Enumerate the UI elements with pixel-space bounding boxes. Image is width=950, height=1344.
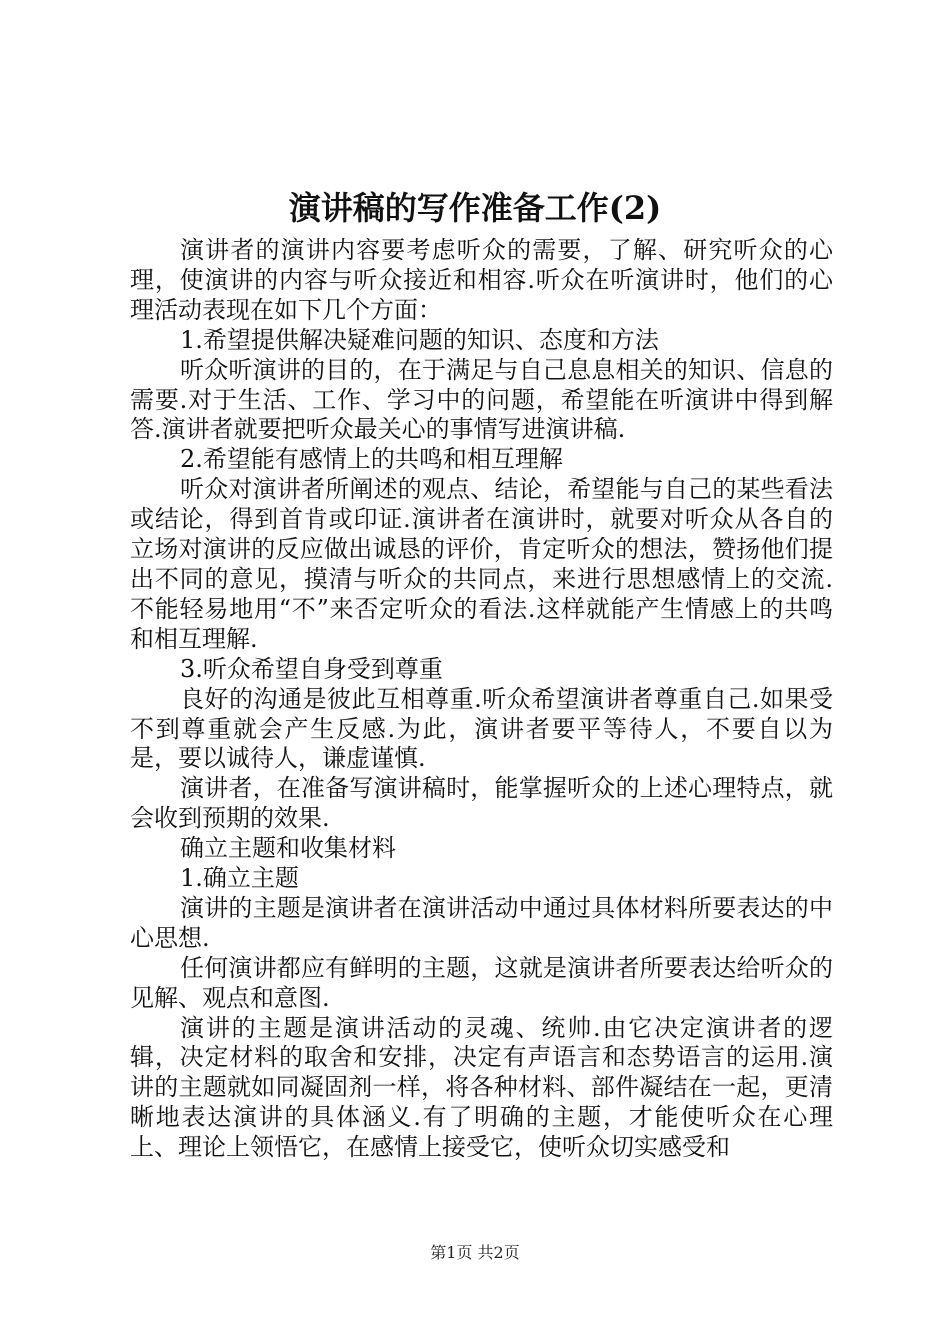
section-heading: 2.希望能有感情上的共鸣和相互理解 bbox=[180, 445, 563, 474]
paragraph: 听众听演讲的目的，在于满足与自己息息相关的知识、信息的需要.对于生活、工作、学习中的问题，希望能在听演讲中得到解答.演讲者就要把听众最关心的事情写进演讲稿. bbox=[130, 355, 833, 444]
paragraph: 演讲的主题是演讲活动的灵魂、统帅.由它决定演讲者的逻辑，决定材料的取舍和安排，决定有声语言和态势语言的运用.演讲的主题就如同凝固剂一样，将各种材料、部件凝结在一起，更清晰地表达演讲的具体涵义.有了明确的主题，才能使听众在心理上、理论上领悟它，在感情上接受它，使听众切实感受和 bbox=[130, 1013, 833, 1162]
paragraph: 良好的沟通是彼此互相尊重.听众希望演讲者尊重自己.如果受不到尊重就会产生反感.为此，演讲者要平等待人，不要自以为是，要以诚待人，谦虚谨慎. bbox=[130, 684, 833, 773]
document-body bbox=[130, 236, 833, 1163]
paragraph: 演讲的主题是演讲者在演讲活动中通过具体材料所要表达的中心思想. bbox=[130, 893, 833, 952]
page-footer: 第1页 共2页 bbox=[430, 1243, 520, 1262]
paragraph: 演讲者，在准备写演讲稿时，能掌握听众的上述心理特点，就会收到预期的效果. bbox=[130, 774, 833, 833]
section-heading: 确立主题和收集材料 bbox=[180, 834, 396, 863]
section-heading: 1.确立主题 bbox=[180, 864, 299, 893]
section-heading: 3.听众希望自身受到尊重 bbox=[180, 654, 443, 683]
paragraph: 演讲者的演讲内容要考虑听众的需要，了解、研究听众的心理，使演讲的内容与听众接近和相容.听众在听演讲时，他们的心理活动表现在如下几个方面： bbox=[130, 236, 833, 324]
paragraph: 听众对演讲者所阐述的观点、结论，希望能与自己的某些看法或结论，得到首肯或印证.演讲者在演讲时，就要对听众从各自的立场对演讲的反应做出诚恳的评价，肯定听众的想法，赞扬他们提出不同的意见，摸清与听众的共同点，来进行思想感情上的交流.不能轻易地用“不”来否定听众的看法.这样就能产生情感上的共鸣和相互理解. bbox=[130, 475, 833, 653]
section-heading: 1.希望提供解决疑难问题的知识、态度和方法 bbox=[180, 325, 659, 354]
document-title: 演讲稿的写作准备工作(2) bbox=[288, 189, 662, 227]
paragraph: 任何演讲都应有鲜明的主题，这就是演讲者所要表达给听众的见解、观点和意图. bbox=[130, 953, 833, 1012]
